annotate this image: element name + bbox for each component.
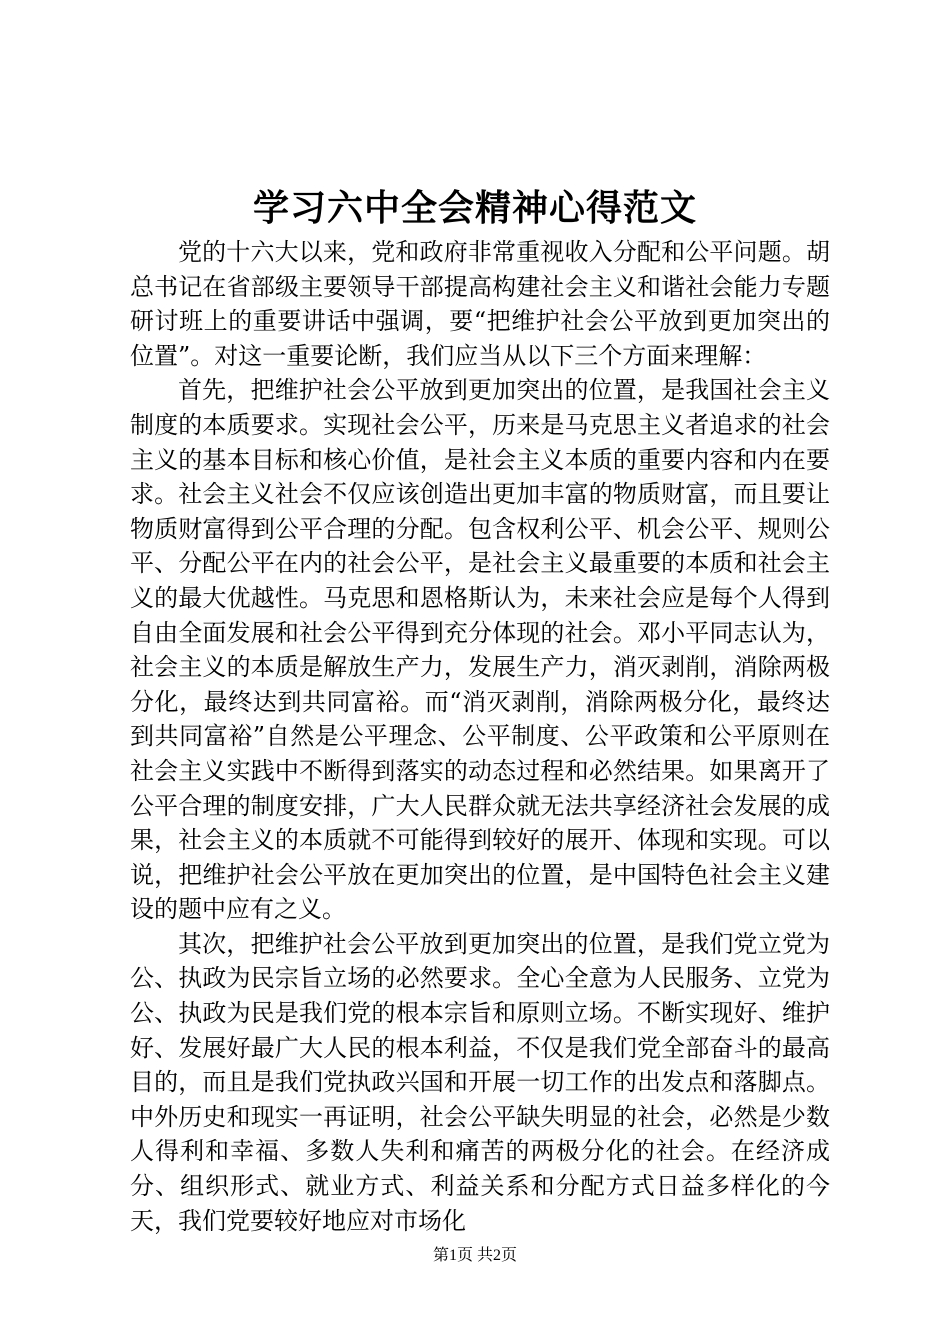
- paragraph-second-point: 其次，把维护社会公平放到更加突出的位置，是我们党立党为公、执政为民宗旨立场的必然要求。全心全意为人民服务、立党为公、执政为民是我们党的根本宗旨和原则立场。不断实现好、维护好、发展好最广大人民的根本利益，不仅是我们党全部奋斗的最高目的，而且是我们党执政兴国和开展一切工作的出发点和落脚点。中外历史和现实一再证明，社会公平缺失明显的社会，必然是少数人得利和幸福、多数人失利和痛苦的两极分化的社会。在经济成分、组织形式、就业方式、利益关系和分配方式日益多样化的今天，我们党要较好地应对市场化: [130, 929, 830, 1235]
- paragraph-intro: 党的十六大以来，党和政府非常重视收入分配和公平问题。胡总书记在省部级主要领导干部提高构建社会主义和谐社会能力专题研讨班上的重要讲话中强调，要“把维护社会公平放到更加突出的位置”。对这一重要论断，我们应当从以下三个方面来理解：: [130, 238, 830, 370]
- document-title: 学习六中全会精神心得范文: [252, 187, 697, 229]
- document-body: [130, 235, 830, 1238]
- page-footer: 第1页 共2页: [432, 1247, 517, 1264]
- paragraph-first-point: 首先，把维护社会公平放到更加突出的位置，是我国社会主义制度的本质要求。实现社会公平，历来是马克思主义者追求的社会主义的基本目标和核心价值，是社会主义本质的重要内容和内在要求。社会主义社会不仅应该创造出更加丰富的物质财富，而且要让物质财富得到公平合理的分配。包含权利公平、机会公平、规则公平、分配公平在内的社会公平，是社会主义最重要的本质和社会主义的最大优越性。马克思和恩格斯认为，未来社会应是每个人得到自由全面发展和社会公平得到充分体现的社会。邓小平同志认为，社会主义的本质是解放生产力，发展生产力，消灭剥削，消除两极分化，最终达到共同富裕。而“消灭剥削，消除两极分化，最终达到共同富裕”自然是公平理念、公平制度、公平政策和公平原则在社会主义实践中不断得到落实的动态过程和必然结果。如果离开了公平合理的制度安排，广大人民群众就无法共享经济社会发展的成果，社会主义的本质就不可能得到较好的展开、体现和实现。可以说，把维护社会公平放在更加突出的位置，是中国特色社会主义建设的题中应有之义。: [130, 376, 830, 924]
